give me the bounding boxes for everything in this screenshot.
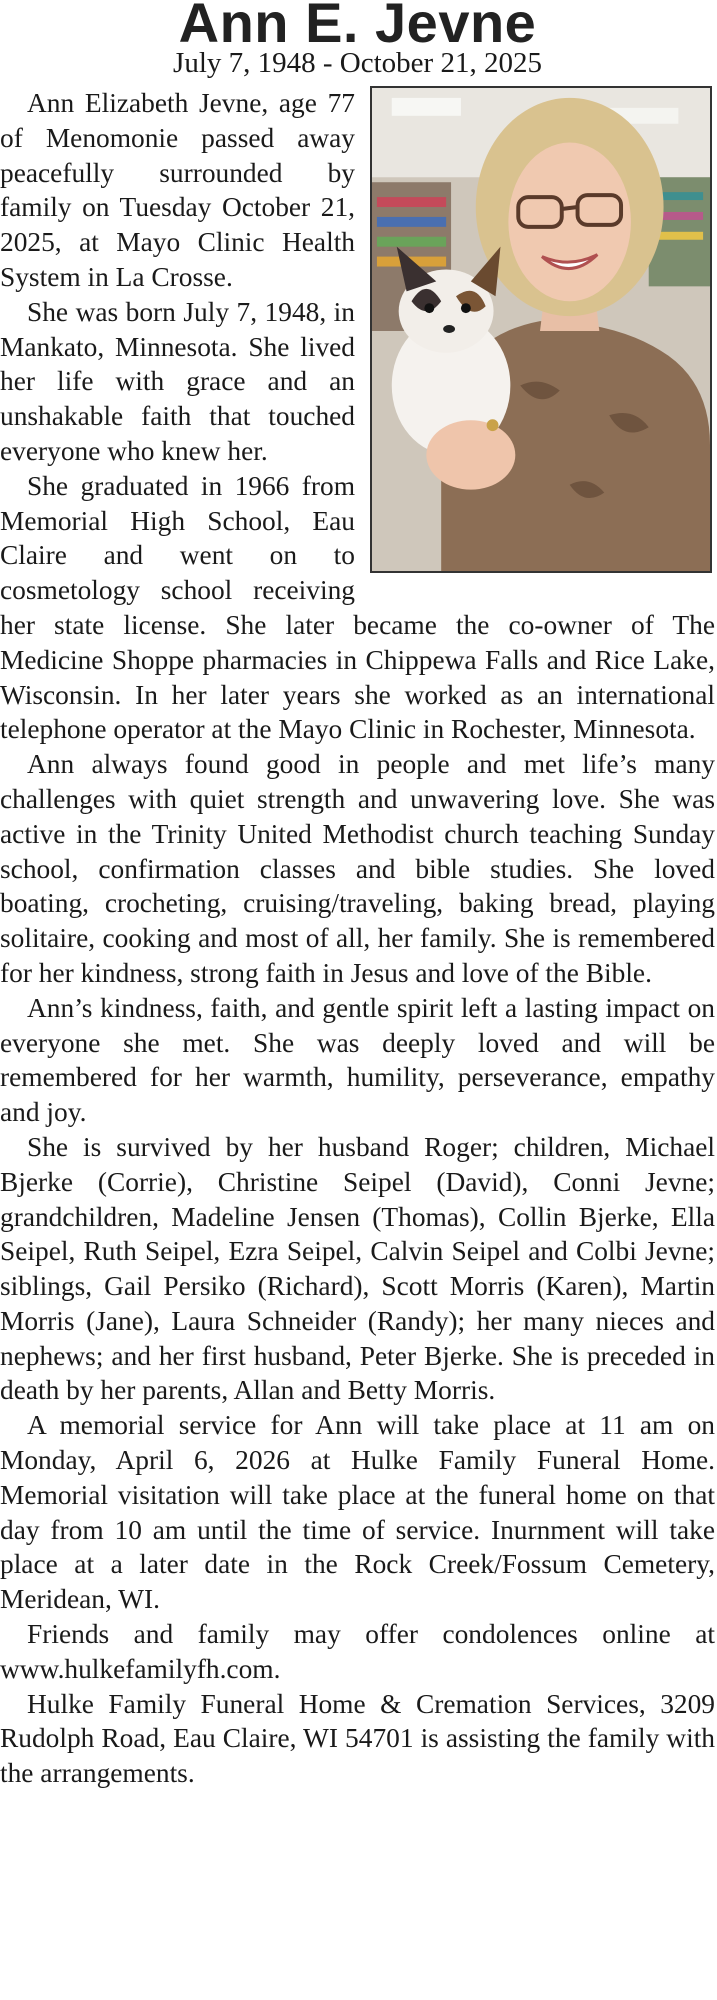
paragraph-intro: Ann Elizabeth Jevne, age 77 of Menomonie passed away peacefully surrounded by family on Tuesday October 21, 2025, at Mayo Clinic Health System in La Crosse. (0, 88, 355, 292)
portrait-illustration (372, 88, 710, 571)
paragraph-character: Ann always found good in people and met life’s many challenges with quiet strength and unwavering love. She was active in the Trinity United Methodist church teaching Sunday school, confirmation classes and bible studies. She loved boating, crocheting, cruising/traveling, baking bread, playing solitaire, cooking and most of all, her family. She is remembered for her kindness, strong faith in Jesus and love of the Bible. (0, 749, 715, 988)
paragraph-survivors: She is survived by her husband Roger; children, Michael Bjerke (Corrie), Christine Seipel (David), Conni Jevne; grandchildren, Madeline Jensen (Thomas), Collin Bjerke, Ella Seipel, Ruth Seipel, Ezra Seipel, Calvin Seipel and Colbi Jevne; siblings, Gail Persiko (Richard), Scott Morris (Karen), Martin Morris (Jane), Laura Schneider (Randy); her many nieces and nephews; and her first husband, Peter Bjerke. She is preceded in death by her parents, Allan and Betty Morris. (0, 1131, 715, 1406)
paragraph-legacy: Ann’s kindness, faith, and gentle spirit left a lasting impact on everyone she met. She was deeply loved and will be remembered for her warmth, humility, perseverance, empathy and joy. (0, 992, 715, 1128)
obituary-body (0, 86, 715, 1791)
paragraph-birth: She was born July 7, 1948, in Mankato, Minnesota. She lived her life with grace and an unshakable faith that touched everyone who knew her. (0, 296, 355, 466)
deceased-name: Ann E. Jevne (178, 0, 537, 54)
portrait-photo (370, 86, 712, 573)
obituary-header (0, 0, 715, 80)
life-dates: July 7, 1948 - October 21, 2025 (173, 47, 542, 79)
paragraph-funeral-home: Hulke Family Funeral Home & Cremation Services, 3209 Rudolph Road, Eau Claire, WI 54701 is assisting the family with the arrangements. (0, 1688, 715, 1789)
paragraph-career: She graduated in 1966 from Memorial High School, Eau Claire and went on to cosmetology school receiving her state license. She later became the co-owner of The Medicine Shoppe pharmacies in Chippewa Falls and Rice Lake, Wisconsin. In her later years she worked as an international telephone operator at the Mayo Clinic in Rochester, Minnesota. (0, 470, 715, 745)
paragraph-memorial-service: A memorial service for Ann will take place at 11 am on Monday, April 6, 2026 at Hulke Family Funeral Home. Memorial visitation will take place at the funeral home on that day from 10 am until the time of service. Inurnment will take place at a later date in the Rock Creek/Fossum Cemetery, Meridean, WI. (0, 1410, 715, 1615)
paragraph-condolences: Friends and family may offer condolences online at www.hulkefamilyfh.com. (0, 1619, 715, 1684)
